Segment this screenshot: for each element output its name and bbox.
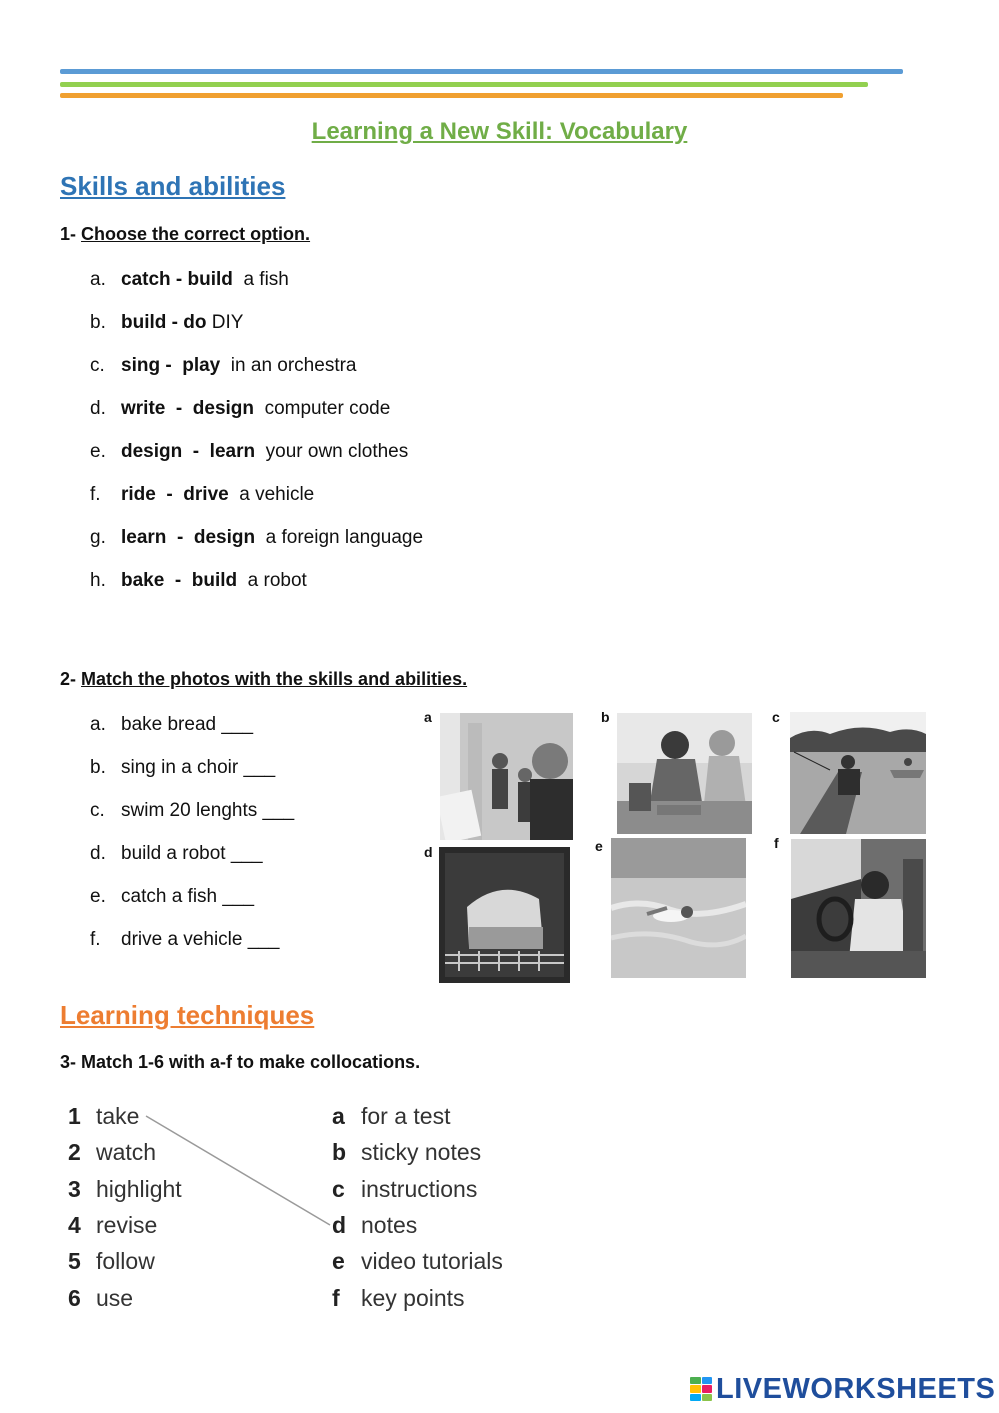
photo-fishing (790, 712, 926, 834)
collocation-left-item[interactable]: 1 take (68, 1103, 140, 1129)
option-pair[interactable]: catch - build (121, 269, 233, 290)
option-pair[interactable]: build - do (121, 312, 207, 333)
logo-icon (690, 1377, 712, 1401)
header-rule-orange (60, 93, 843, 98)
list-item[interactable]: e. catch a fish ___ (90, 886, 255, 907)
collocation-left-item[interactable]: 3 highlight (68, 1176, 182, 1202)
photo-label-b: b (601, 709, 610, 725)
collocation-left-item[interactable]: 2 watch (68, 1139, 157, 1165)
section-heading-techniques: Learning techniques (60, 1000, 315, 1030)
exercise2-instruction (60, 669, 467, 690)
option-pair[interactable]: learn - design (121, 527, 256, 548)
photo-label-d: d (424, 844, 433, 860)
logo-text: LIVEWORKSHEETS (716, 1372, 996, 1405)
list-item[interactable]: a. catch - build a fish (90, 269, 289, 290)
exercise1-instruction-text: Choose the correct option. (81, 224, 311, 244)
header-rule-green (60, 82, 868, 87)
photo-label-f: f (774, 835, 779, 851)
option-pair[interactable]: bake - build (121, 570, 238, 591)
photo-label-c: c (772, 709, 780, 725)
collocation-right-item[interactable]: c instructions (332, 1176, 478, 1202)
list-item[interactable]: b. sing in a choir ___ (90, 757, 276, 778)
exercise1-instruction (60, 224, 310, 245)
option-pair[interactable]: write - design (121, 398, 255, 419)
list-item[interactable]: g. learn - design a foreign language (90, 527, 424, 548)
photo-label-a: a (424, 709, 432, 725)
collocation-left-item[interactable]: 6 use (68, 1285, 134, 1311)
exercise2-instruction-text: Match the photos with the skills and abilities. (81, 669, 468, 689)
collocation-right-item[interactable]: f key points (332, 1285, 465, 1311)
list-item[interactable]: d. build a robot ___ (90, 843, 263, 864)
photo-bread (439, 847, 570, 983)
exercise2-list (90, 711, 294, 969)
photo-driving (791, 839, 926, 978)
list-item[interactable]: c. swim 20 lenghts ___ (90, 800, 295, 821)
exercise1-list (90, 266, 423, 610)
section-heading-skills: Skills and abilities (60, 171, 286, 201)
list-item[interactable]: f. drive a vehicle ___ (90, 929, 280, 950)
collocation-matching (68, 1098, 548, 1318)
photo-building-robot (617, 713, 752, 834)
collocation-right-item[interactable]: b sticky notes (332, 1139, 482, 1165)
header-rule-blue (60, 69, 903, 74)
option-pair[interactable]: design - learn (121, 441, 256, 462)
liveworksheets-logo[interactable] (690, 1372, 995, 1406)
list-item[interactable]: a. bake bread ___ (90, 714, 254, 735)
collocation-left-item[interactable]: 4 revise (68, 1212, 158, 1238)
page-title: Learning a New Skill: Vocabulary (311, 118, 688, 145)
list-item[interactable]: h. bake - build a robot (90, 570, 307, 591)
photo-label-e: e (595, 838, 603, 854)
list-item[interactable]: c. sing - play in an orchestra (90, 355, 357, 376)
option-pair[interactable]: sing - play (121, 355, 221, 376)
collocation-right-item[interactable]: e video tutorials (332, 1248, 503, 1274)
exercise2-number: 2- (60, 669, 77, 689)
list-item[interactable]: f. ride - drive a vehicle (90, 484, 315, 505)
collocation-left-item[interactable]: 5 follow (68, 1248, 155, 1274)
collocation-right-item[interactable]: a for a test (332, 1103, 451, 1129)
list-item[interactable]: e. design - learn your own clothes (90, 441, 409, 462)
collocation-right-item[interactable]: d notes (332, 1212, 418, 1238)
photo-choir (440, 713, 573, 840)
option-pair[interactable]: ride - drive (121, 484, 229, 505)
list-item[interactable]: b. build - do DIY (90, 312, 244, 333)
list-item[interactable]: d. write - design computer code (90, 398, 391, 419)
exercise3-instruction: 3- Match 1-6 with a-f to make collocations. (60, 1052, 421, 1072)
exercise1-number: 1- (60, 224, 77, 244)
photo-swimming (611, 838, 746, 978)
